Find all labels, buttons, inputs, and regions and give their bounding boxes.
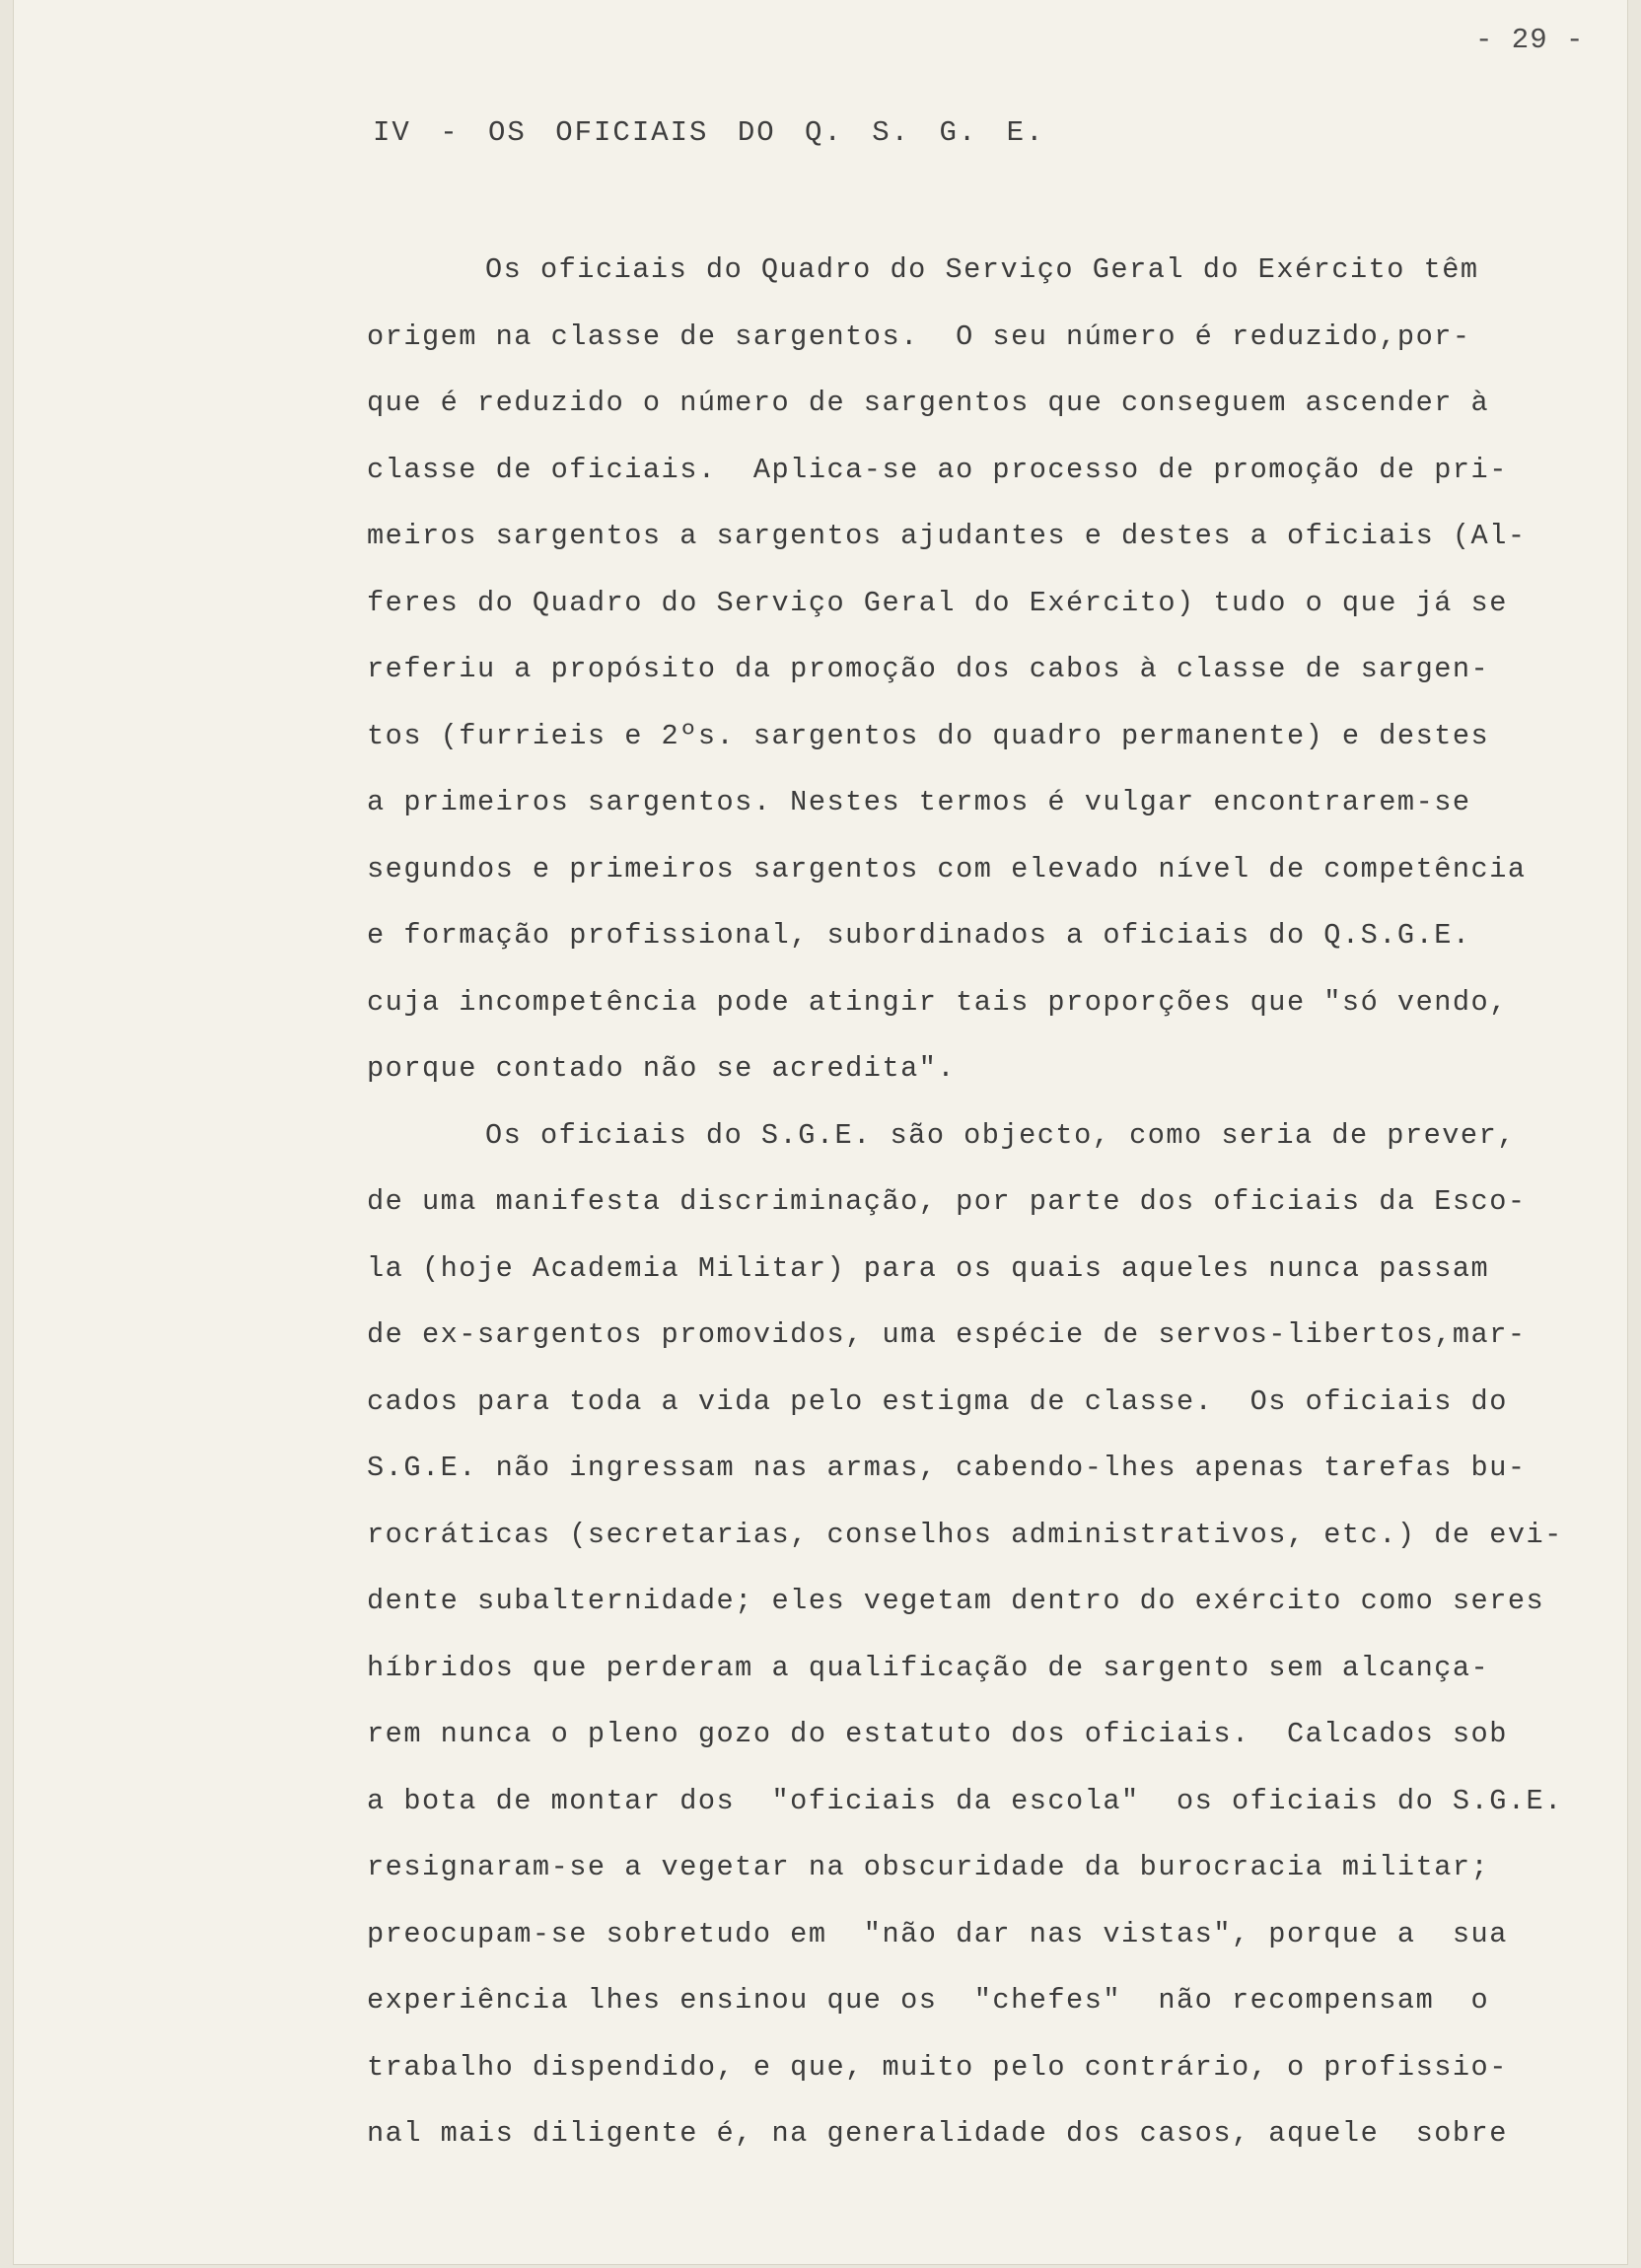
text-line: referiu a propósito da promoção dos cabos à classe de sargen- xyxy=(367,653,1490,685)
typewritten-page xyxy=(14,0,1627,2264)
text-line: experiência lhes ensinou que os "chefes" não recompensam o xyxy=(367,1984,1490,2017)
page-number: - 29 - xyxy=(1475,24,1585,56)
section-heading: IV - OS OFICIAIS DO Q. S. G. E. xyxy=(373,116,1045,149)
text-line: rocráticas (secretarias, conselhos administrativos, etc.) de evi- xyxy=(367,1518,1563,1551)
text-line: híbridos que perderam a qualificação de sargento sem alcança- xyxy=(367,1651,1490,1684)
text-line: Os oficiais do Quadro do Serviço Geral do Exército têm xyxy=(485,253,1479,286)
text-line: resignaram-se a vegetar na obscuridade da burocracia militar; xyxy=(367,1851,1490,1883)
text-line: meiros sargentos a sargentos ajudantes e destes a oficiais (Al- xyxy=(367,520,1527,552)
text-line: de ex-sargentos promovidos, uma espécie de servos-libertos,mar- xyxy=(367,1318,1527,1351)
text-line: e formação profissional, subordinados a oficiais do Q.S.G.E. xyxy=(367,919,1471,952)
text-line: tos (furrieis e 2ºs. sargentos do quadro permanente) e destes xyxy=(367,719,1490,752)
body-text xyxy=(367,250,1619,2181)
text-line: cados para toda a vida pelo estigma de classe. Os oficiais do xyxy=(367,1384,1508,1418)
text-line: Os oficiais do S.G.E. são objecto, como seria de prever, xyxy=(485,1118,1516,1152)
text-line: que é reduzido o número de sargentos que conseguem ascender à xyxy=(367,387,1490,419)
text-line: S.G.E. não ingressam nas armas, cabendo-lhes apenas tarefas bu- xyxy=(367,1452,1527,1484)
text-line: preocupam-se sobretudo em "não dar nas vistas", porque a sua xyxy=(367,1917,1508,1950)
text-line: a bota de montar dos "oficiais da escola" os oficiais do S.G.E. xyxy=(367,1784,1563,1817)
text-line: rem nunca o pleno gozo do estatuto dos oficiais. Calcados sob xyxy=(367,1718,1508,1750)
text-line: porque contado não se acredita". xyxy=(367,1052,957,1085)
text-line: origem na classe de sargentos. O seu número é reduzido,por- xyxy=(367,319,1471,353)
text-line: de uma manifesta discriminação, por parte dos oficiais da Esco- xyxy=(367,1185,1527,1218)
text-line: dente subalternidade; eles vegetam dentro do exército como seres xyxy=(367,1585,1545,1617)
text-line: nal mais diligente é, na generalidade dos casos, aquele sobre xyxy=(367,2117,1508,2150)
text-line: trabalho dispendido, e que, muito pelo contrário, o profissio- xyxy=(367,2050,1508,2084)
text-line: la (hoje Academia Militar) para os quais aqueles nunca passam xyxy=(367,1251,1490,1285)
text-line: a primeiros sargentos. Nestes termos é vulgar encontrarem-se xyxy=(367,786,1471,818)
text-line: classe de oficiais. Aplica-se ao processo de promoção de pri- xyxy=(367,453,1508,486)
text-line: segundos e primeiros sargentos com elevado nível de competência xyxy=(367,852,1527,886)
text-line: feres do Quadro do Serviço Geral do Exército) tudo o que já se xyxy=(367,586,1508,619)
text-line: cuja incompetência pode atingir tais proporções que "só vendo, xyxy=(367,985,1508,1019)
